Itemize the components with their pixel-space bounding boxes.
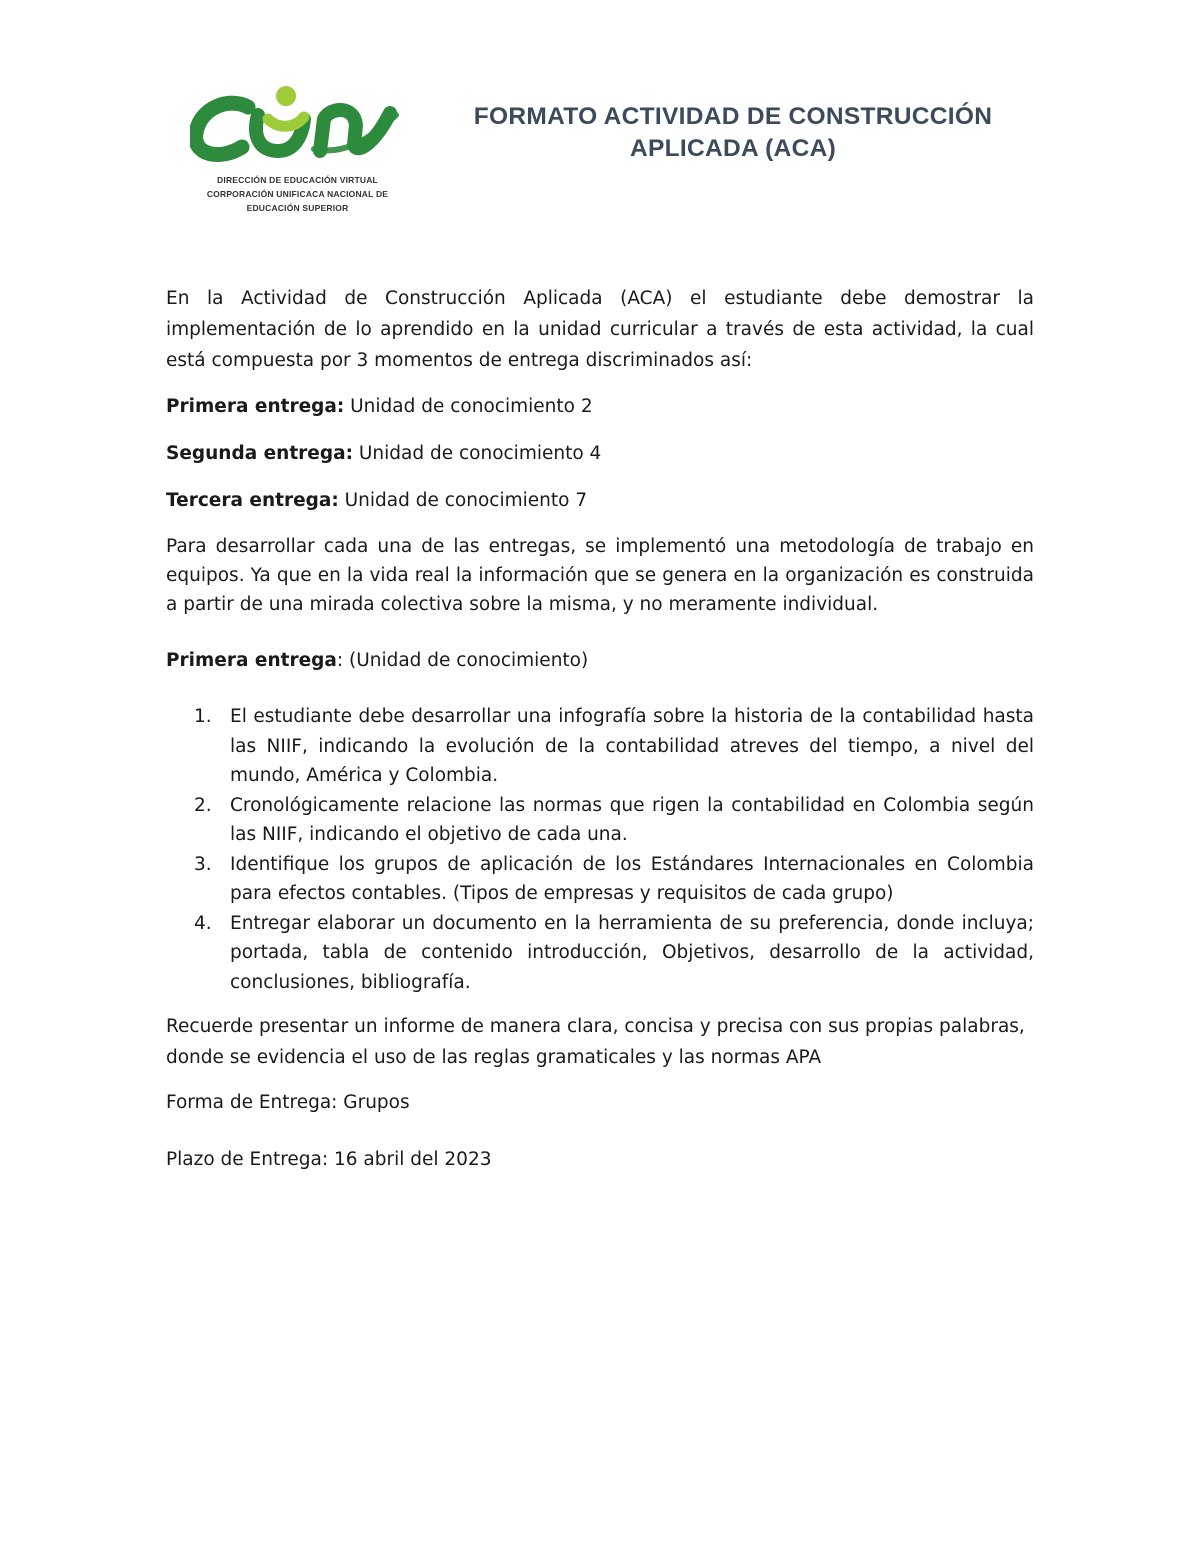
first-delivery-heading bbox=[166, 645, 1034, 676]
methodology-paragraph: Para desarrollar cada una de las entregas, se implementó una metodología de trabajo en equipos. Ya que en la vida real la información que se genera en la organización es construida a partir de una mirada colectiva sobre la misma, y no meramente individual. bbox=[166, 536, 1034, 615]
logo-caption-line-1: DIRECCIÓN DE EDUCACIÓN VIRTUAL bbox=[217, 175, 378, 185]
delivery-value: Unidad de conocimiento 7 bbox=[338, 490, 588, 511]
task-item bbox=[166, 850, 1034, 909]
title-line-1: FORMATO ACTIVIDAD DE CONSTRUCCIÓN bbox=[473, 103, 993, 130]
logo-caption bbox=[190, 173, 405, 215]
task-text: El estudiante debe desarrollar una infografía sobre la historia de la contabilidad hasta las NIIF, indicando la evolución de la contabilidad atreves del tiempo, a nivel del mundo, América y Colombia. bbox=[230, 706, 1034, 786]
first-delivery-label: Primera entrega bbox=[166, 650, 337, 671]
task-text: Cronológicamente relacione las normas que rigen la contabilidad en Colombia según las NIIF, indicando el objetivo de cada una. bbox=[230, 794, 1034, 845]
cun-logo-icon bbox=[190, 85, 405, 175]
title-line-2: APLICADA (ACA) bbox=[629, 135, 837, 162]
delivery-item bbox=[166, 391, 1034, 422]
task-text: Entregar elaborar un documento en la herramienta de su preferencia, donde incluya; portada, tabla de contenido introducción, Objetivos, desarrollo de la actividad, conclusiones, bibliografía. bbox=[230, 912, 1034, 993]
task-number: 2. bbox=[194, 794, 212, 816]
document-title bbox=[438, 101, 1028, 165]
delivery-form: Forma de Entrega: Grupos bbox=[166, 1092, 410, 1113]
task-text: Identifique los grupos de aplicación de los Estándares Internacionales en Colombia para efectos contables. (Tipos de empresas y requisitos de cada grupo) bbox=[230, 853, 1034, 904]
delivery-value: Unidad de conocimiento 2 bbox=[344, 396, 593, 417]
task-number: 1. bbox=[194, 706, 212, 727]
task-item bbox=[166, 702, 1034, 791]
delivery-item bbox=[166, 485, 1034, 516]
closing-paragraph: Recuerde presentar un informe de manera clara, concisa y precisa con sus propias palabras, donde se evidencia el uso de las reglas gramaticales y las normas APA bbox=[166, 1016, 1025, 1068]
deadline: Plazo de Entrega: 16 abril del 2023 bbox=[166, 1149, 492, 1170]
cun-logo bbox=[190, 85, 405, 220]
task-number: 4. bbox=[194, 912, 212, 934]
task-number: 3. bbox=[194, 853, 212, 875]
document-header bbox=[190, 85, 1030, 225]
task-item bbox=[166, 791, 1034, 850]
delivery-item bbox=[166, 438, 1034, 469]
first-delivery-rest: : (Unidad de conocimiento) bbox=[336, 650, 589, 671]
document-body bbox=[166, 283, 1034, 1175]
logo-caption-line-2: CORPORACIÓN UNIFICACA NACIONAL DE bbox=[206, 189, 389, 199]
delivery-value: Unidad de conocimiento 4 bbox=[352, 443, 602, 464]
task-item bbox=[166, 909, 1034, 998]
delivery-label: Primera entrega: bbox=[166, 396, 345, 417]
intro-paragraph: En la Actividad de Construcción Aplicada (ACA) el estudiante debe demostrar la implementación de lo aprendido en la unidad curricular a través de esta actividad, la cual está compuesta por 3 momentos de entrega discriminados así: bbox=[166, 288, 1034, 371]
logo-caption-line-3: EDUCACIÓN SUPERIOR bbox=[246, 203, 349, 213]
delivery-label: Segunda entrega: bbox=[166, 443, 353, 464]
task-list bbox=[166, 702, 1034, 997]
delivery-label: Tercera entrega: bbox=[166, 490, 339, 511]
